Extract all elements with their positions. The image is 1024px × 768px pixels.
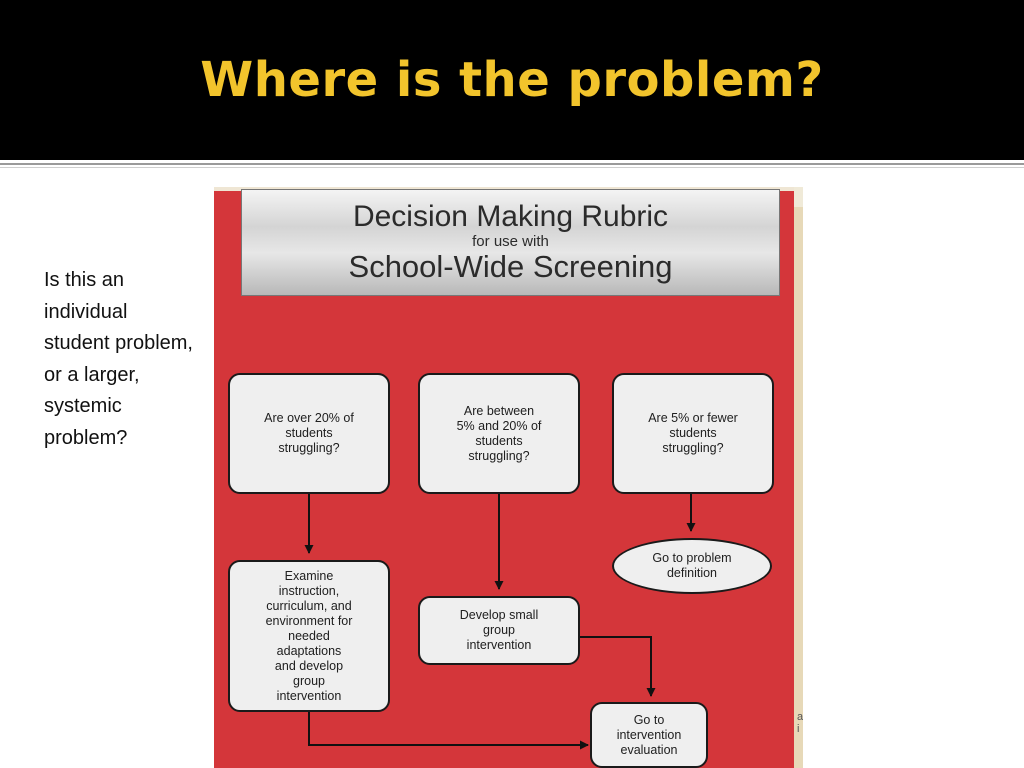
arrow-a2-to-final: [580, 637, 651, 696]
intervention-evaluation-text: Go to intervention evaluation: [616, 712, 682, 757]
examine-instruction-box: [228, 560, 390, 712]
header-divider-thin: [0, 167, 1024, 168]
question-under-5-text: Are 5% or fewer students struggling?: [648, 411, 738, 455]
edge-fragment-mark: i: [797, 723, 800, 735]
slide-title: Where is the problem?: [200, 52, 824, 108]
examine-instruction-text: Examine instruction, curriculum, and environment for needed adaptations and develop group intervention: [265, 568, 353, 703]
header-divider: [0, 163, 1024, 165]
side-question-text: Is this an individual student problem, or a larger, systemic problem?: [44, 269, 193, 449]
problem-definition-text: Go to problem definition: [652, 551, 732, 580]
slide-header: [0, 0, 1024, 160]
question-5-to-20-text: Are between 5% and 20% of students struggling?: [456, 403, 542, 463]
question-under-5-box: [612, 373, 774, 494]
small-group-intervention-text: Develop small group intervention: [459, 608, 539, 652]
decision-rubric-figure: [214, 187, 803, 768]
rubric-title-screening: School-Wide Screening: [348, 249, 673, 284]
question-over-20-box: [228, 373, 390, 494]
small-group-intervention-box: [418, 596, 580, 665]
problem-definition-oval: [612, 538, 772, 594]
question-5-to-20-box: [418, 373, 580, 494]
question-over-20-text: Are over 20% of students struggling?: [264, 411, 354, 455]
rubric-subtitle: for use with: [472, 233, 549, 250]
arrow-a1-to-final: [309, 711, 588, 745]
edge-fragment-mark: a: [797, 711, 803, 723]
rubric-title: Decision Making Rubric: [352, 200, 669, 233]
intervention-evaluation-box: [590, 702, 708, 768]
figure-edge-strip: [794, 187, 803, 768]
